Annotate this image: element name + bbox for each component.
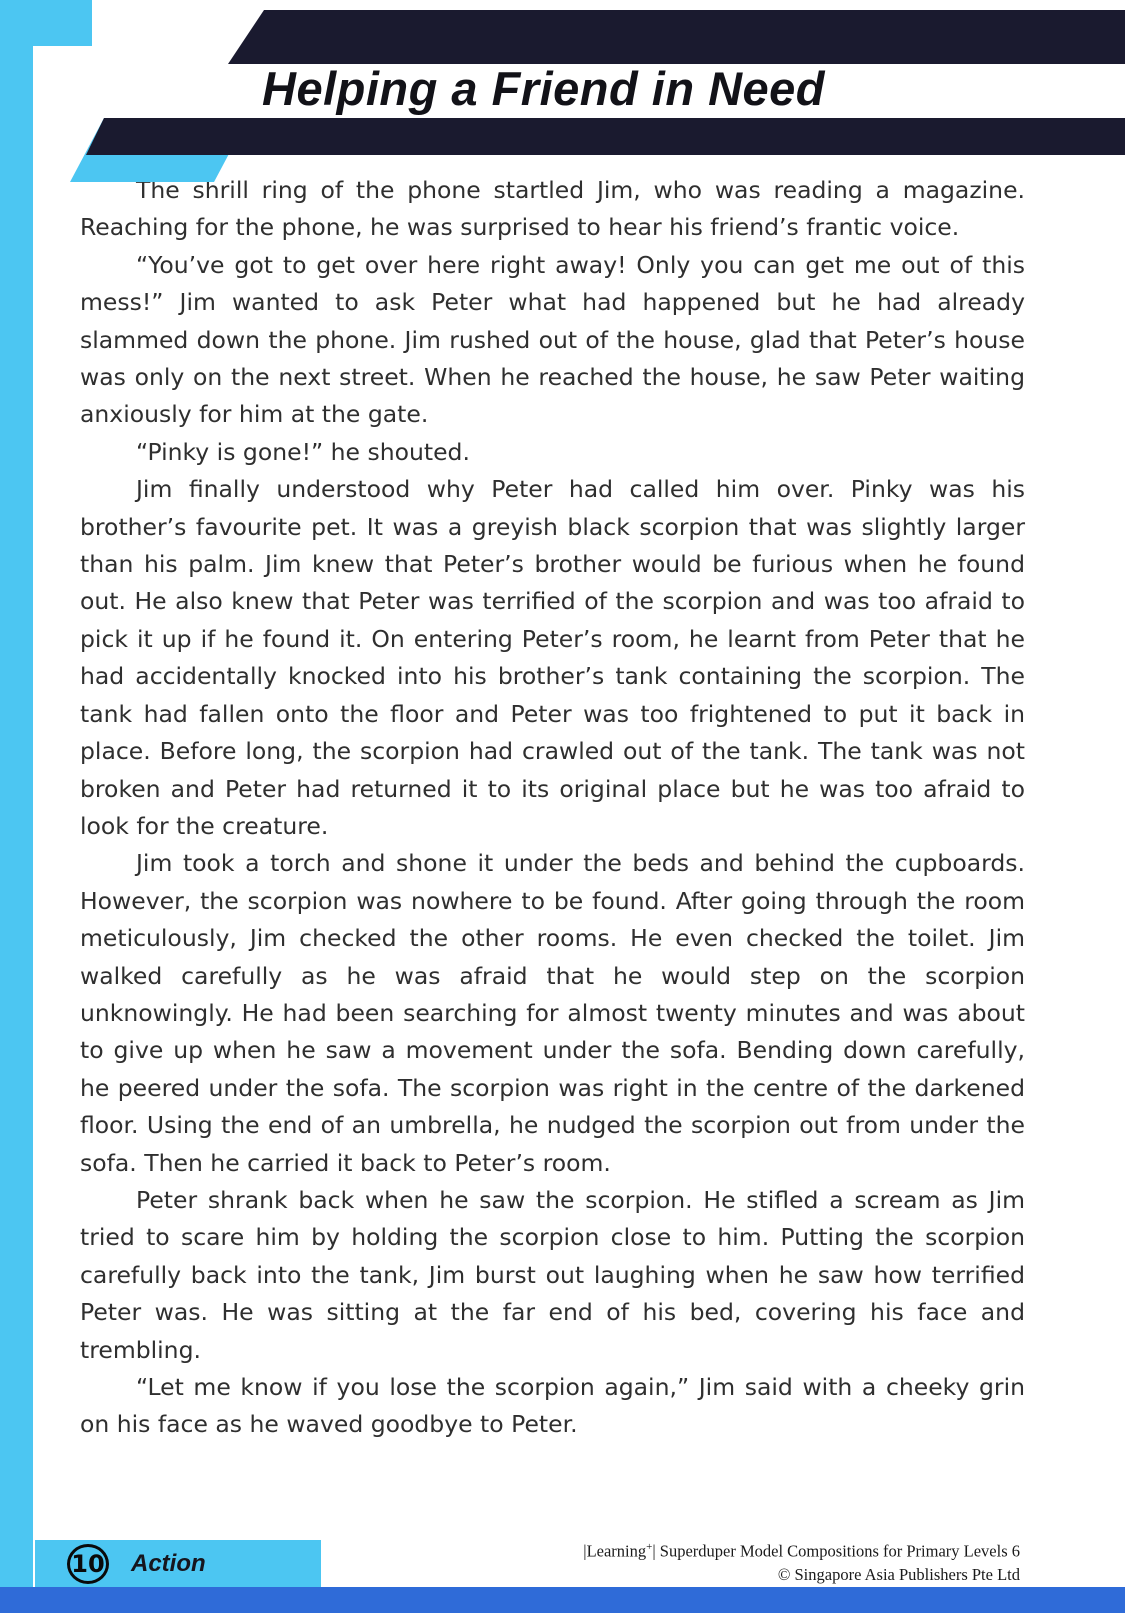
left-accent-strip [0, 0, 33, 1587]
story-paragraph: Jim finally understood why Peter had called him over. Pinky was his brother’s favourite pet. It was a greyish black scorpion that was slightly larger than his palm. Jim knew that Peter’s brother would be furious when he found out. He also knew that Peter was terrified of the scorpion and was too afraid to pick it up if he found it. On entering Peter’s room, he learnt from Peter that he had accidentally knocked into his brother’s tank containing the scorpion. The tank had fallen onto the floor and Peter was too frightened to put it back in place. Before long, the scorpion had crawled out of the tank. The tank was not broken and Peter had returned it to its original place but he was too afraid to look for the creature. [80, 475, 1025, 840]
page-number-badge: 10 [67, 1544, 109, 1584]
publisher-copyright-line: © Singapore Asia Publishers Pte Ltd [777, 1564, 1020, 1584]
story-paragraph: “Pinky is gone!” he shouted. [136, 437, 470, 466]
series-superscript: + [646, 1541, 653, 1553]
header-band-top [0, 0, 1125, 64]
story-body [80, 172, 1025, 1444]
series-suffix: | Superduper Model Compositions for Primary Levels 6 [652, 1541, 1020, 1561]
section-label: Action [131, 1549, 206, 1577]
bottom-bar [0, 1587, 1125, 1613]
story-paragraph: The shrill ring of the phone startled Jim, who was reading a magazine. Reaching for the phone, he was surprised to hear his friend’s frantic voice. [80, 176, 1025, 242]
top-left-accent-block [0, 0, 92, 46]
footer-left [35, 1540, 321, 1587]
publisher-series-line [583, 1536, 1020, 1563]
story-paragraph: “You’ve got to get over here right away! Only you can get me out of this mess!” Jim wanted to ask Peter what had happened but he had already slammed down the phone. Jim rushed out of the house, glad that Peter’s house was only on the next street. When he reached the house, he saw Peter waiting anxiously for him at the gate. [80, 250, 1025, 429]
story-paragraph: Jim took a torch and shone it under the beds and behind the cupboards. However, the scorpion was nowhere to be found. After going through the room meticulously, Jim checked the other rooms. He even checked the toilet. Jim walked carefully as he was afraid that he would step on the scorpion unknowingly. He had been searching for almost twenty minutes and was about to give up when he saw a movement under the sofa. Bending down carefully, he peered under the sofa. The scorpion was right in the centre of the darkened floor. Using the end of an umbrella, he nudged the scorpion out from under the sofa. Then he carried it back to Peter’s room. [80, 849, 1025, 1177]
page-title: Helping a Friend in Need [262, 62, 826, 115]
header-band-bottom [0, 118, 1125, 155]
story-paragraph: Peter shrank back when he saw the scorpion. He stifled a scream as Jim tried to scare him by holding the scorpion close to him. Putting the scorpion carefully back into the tank, Jim burst out laughing when he saw how terrified Peter was. He was sitting at the far end of his bed, covering his face and trembling. [80, 1185, 1025, 1364]
series-prefix: |Learning [583, 1541, 647, 1561]
story-paragraph: “Let me know if you lose the scorpion again,” Jim said with a cheeky grin on his face as he waved goodbye to Peter. [80, 1373, 1025, 1439]
footer-right [583, 1536, 1020, 1586]
